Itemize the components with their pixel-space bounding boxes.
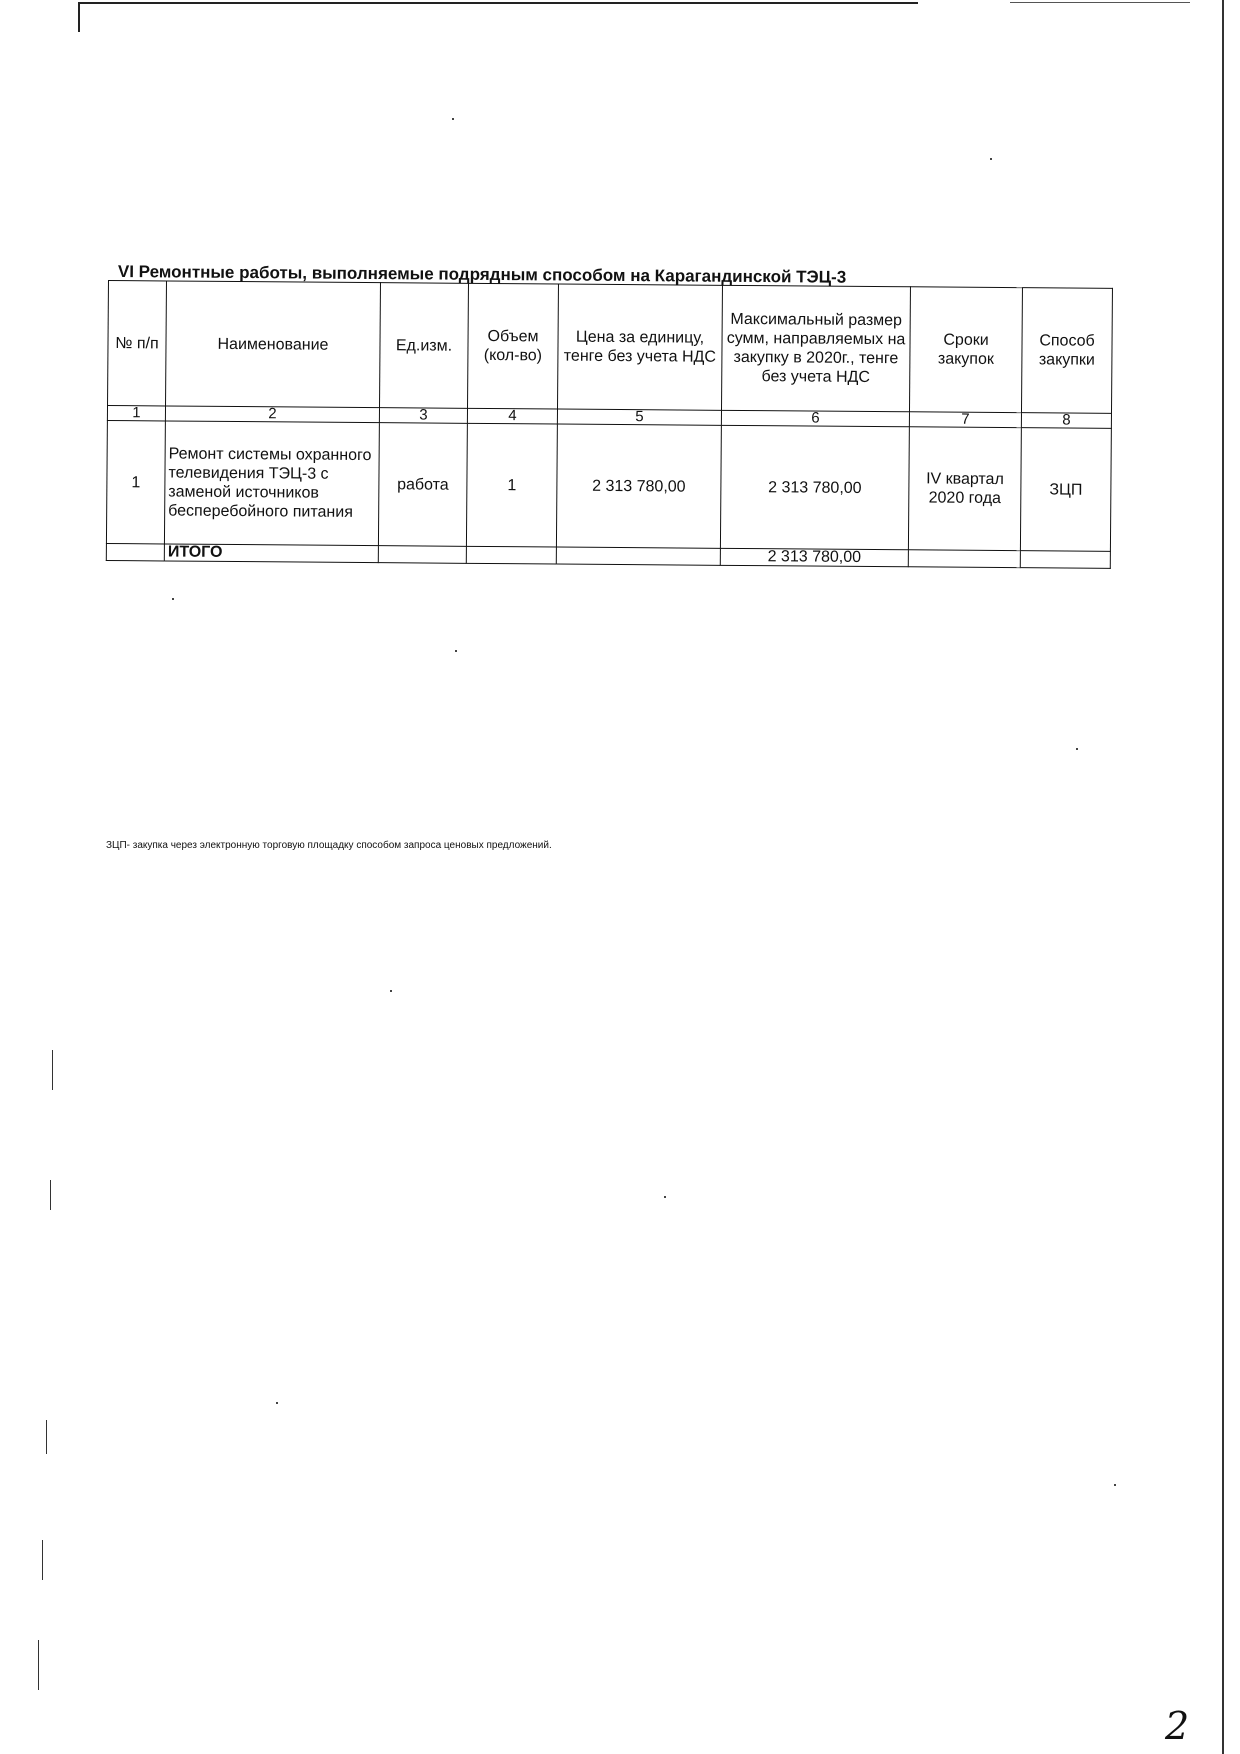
page-number: 2 xyxy=(1165,1704,1190,1748)
scan-speck xyxy=(276,1402,278,1404)
scan-edge xyxy=(1010,2,1190,3)
column-number: 4 xyxy=(467,408,557,424)
scan-mark xyxy=(52,1050,53,1090)
quantity-cell: 1 xyxy=(466,423,557,547)
section-title: VI Ремонтные работы, выполняемые подрядным способом на Карагандинской ТЭЦ-3 xyxy=(117,262,847,287)
scan-mark xyxy=(46,1420,47,1454)
column-number: 1 xyxy=(107,406,165,421)
unit-cell: работа xyxy=(378,423,467,547)
empty-cell xyxy=(106,543,164,560)
empty-cell xyxy=(1020,551,1110,569)
table-header-row xyxy=(108,281,1113,414)
scan-mark xyxy=(38,1640,39,1690)
scan-speck xyxy=(1076,748,1078,750)
header-cell: Способ закупки xyxy=(1021,288,1112,414)
total-label: ИТОГО xyxy=(164,544,378,563)
header-cell: Максимальный размер сумм, направляемых на закупку в 2020г., тенге без учета НДС xyxy=(721,285,910,411)
empty-cell xyxy=(466,546,556,564)
header-cell: Цена за единицу, тенге без учета НДС xyxy=(558,284,723,410)
scan-speck xyxy=(390,990,392,992)
empty-cell xyxy=(378,546,466,564)
procurement-table xyxy=(106,280,1113,569)
method-cell: ЗЦП xyxy=(1020,428,1111,552)
scan-speck xyxy=(1114,1484,1116,1486)
column-number: 7 xyxy=(909,412,1021,428)
empty-cell xyxy=(908,550,1020,568)
header-cell: Сроки закупок xyxy=(909,287,1022,413)
scan-speck xyxy=(664,1196,666,1198)
scan-edge xyxy=(78,2,918,4)
column-number: 8 xyxy=(1021,413,1111,429)
column-number: 5 xyxy=(557,409,721,425)
empty-cell xyxy=(556,547,720,565)
scan-mark xyxy=(50,1180,51,1210)
scan-mark xyxy=(42,1540,43,1580)
price-cell: 2 313 780,00 xyxy=(556,424,721,548)
column-number: 6 xyxy=(721,410,909,426)
item-name: Ремонт системы охранного телевидения ТЭЦ-3 с заменой источников бесперебойного питания xyxy=(164,421,379,546)
period-cell: IV квартал 2020 года xyxy=(908,427,1021,551)
header-cell: № п/п xyxy=(108,281,167,406)
row-number: 1 xyxy=(106,420,165,543)
column-number: 3 xyxy=(379,408,467,424)
total-amount: 2 313 780,00 xyxy=(720,548,908,566)
header-cell: Объем (кол-во) xyxy=(468,283,559,409)
scan-speck xyxy=(455,650,457,652)
scan-speck xyxy=(990,158,992,160)
header-cell: Наименование xyxy=(166,281,381,408)
footnote: ЗЦП- закупка через электронную торговую площадку способом запроса ценовых предложений. xyxy=(106,840,552,851)
scan-speck xyxy=(172,598,174,600)
scan-edge xyxy=(1222,0,1224,1754)
max-amount-cell: 2 313 780,00 xyxy=(720,425,909,549)
header-cell: Ед.изм. xyxy=(380,283,469,409)
scan-edge xyxy=(78,2,80,32)
table-row xyxy=(106,420,1111,551)
scan-speck xyxy=(452,118,454,120)
column-number: 2 xyxy=(165,406,379,423)
